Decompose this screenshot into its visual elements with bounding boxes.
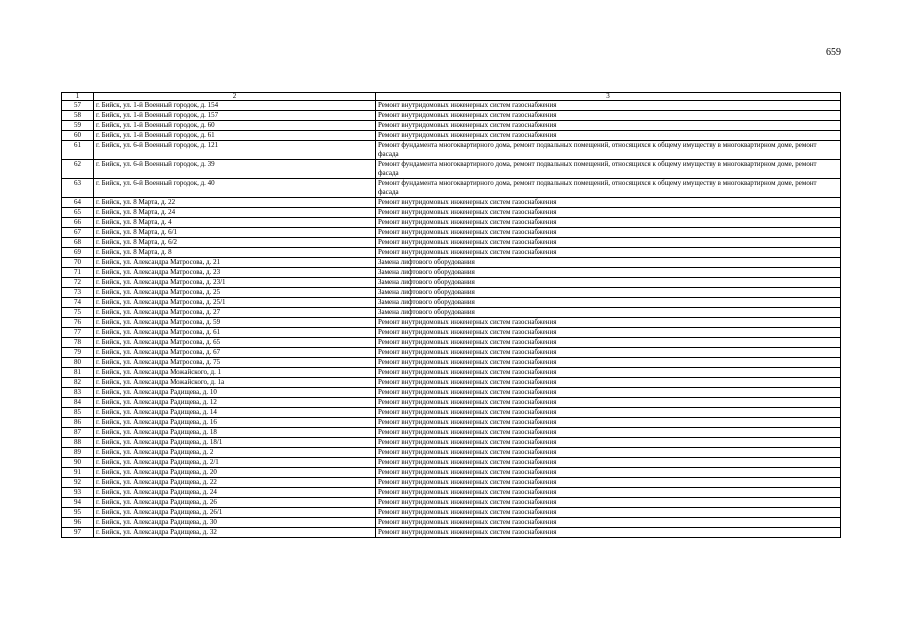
address-cell: г. Бийск, ул. 1-й Военный городок, д. 154 (94, 101, 376, 111)
header-row (62, 93, 841, 101)
work-type-cell: Ремонт внутридомовых инженерных систем газоснабжения (376, 478, 841, 488)
row-number-cell: 57 (62, 101, 94, 111)
work-type-cell: Ремонт внутридомовых инженерных систем газоснабжения (376, 238, 841, 248)
row-number-cell: 68 (62, 238, 94, 248)
address-cell: г. Бийск, ул. Александра Радищева, д. 18 (94, 428, 376, 438)
table-row (62, 101, 841, 111)
table-row (62, 348, 841, 358)
row-number-cell: 78 (62, 338, 94, 348)
table-row (62, 328, 841, 338)
row-number-cell: 64 (62, 198, 94, 208)
table-row (62, 160, 841, 179)
table-body (62, 93, 841, 538)
row-number-cell: 87 (62, 428, 94, 438)
address-cell: г. Бийск, ул. 8 Марта, д. 22 (94, 198, 376, 208)
work-type-cell: Ремонт фундамента многоквартирного дома, ремонт подвальных помещений, относящихся к общему имуществу в многоквартирном доме, ремонт фасада (376, 179, 841, 198)
work-type-cell: Ремонт внутридомовых инженерных систем газоснабжения (376, 218, 841, 228)
work-type-cell: Ремонт внутридомовых инженерных систем газоснабжения (376, 508, 841, 518)
address-cell: г. Бийск, ул. Александра Радищева, д. 12 (94, 398, 376, 408)
table-row (62, 288, 841, 298)
address-cell: г. Бийск, ул. 1-й Военный городок, д. 157 (94, 111, 376, 121)
address-cell: г. Бийск, ул. Александра Радищева, д. 10 (94, 388, 376, 398)
work-type-cell: Ремонт внутридомовых инженерных систем газоснабжения (376, 248, 841, 258)
address-cell: г. Бийск, ул. Александра Радищева, д. 24 (94, 488, 376, 498)
column-header-2: 2 (94, 93, 376, 101)
address-cell: г. Бийск, ул. 6-й Военный городок, д. 39 (94, 160, 376, 179)
work-type-cell: Ремонт внутридомовых инженерных систем газоснабжения (376, 208, 841, 218)
row-number-cell: 77 (62, 328, 94, 338)
address-cell: г. Бийск, ул. 8 Марта, д. 4 (94, 218, 376, 228)
row-number-cell: 74 (62, 298, 94, 308)
row-number-cell: 90 (62, 458, 94, 468)
table-row (62, 258, 841, 268)
address-cell: г. Бийск, ул. Александра Радищева, д. 26 (94, 498, 376, 508)
row-number-cell: 69 (62, 248, 94, 258)
table-row (62, 398, 841, 408)
row-number-cell: 84 (62, 398, 94, 408)
row-number-cell: 82 (62, 378, 94, 388)
work-type-cell: Ремонт внутридомовых инженерных систем газоснабжения (376, 101, 841, 111)
work-type-cell: Замена лифтового оборудования (376, 288, 841, 298)
address-cell: г. Бийск, ул. Александра Матросова, д. 27 (94, 308, 376, 318)
table-row (62, 228, 841, 238)
row-number-cell: 65 (62, 208, 94, 218)
table-row (62, 238, 841, 248)
table-row (62, 428, 841, 438)
row-number-cell: 81 (62, 368, 94, 378)
work-type-cell: Ремонт внутридомовых инженерных систем газоснабжения (376, 438, 841, 448)
table-row (62, 278, 841, 288)
table-row (62, 448, 841, 458)
table-row (62, 408, 841, 418)
work-type-cell: Ремонт внутридомовых инженерных систем газоснабжения (376, 458, 841, 468)
address-cell: г. Бийск, ул. 8 Марта, д. 24 (94, 208, 376, 218)
address-cell: г. Бийск, ул. 8 Марта, д. 8 (94, 248, 376, 258)
address-cell: г. Бийск, ул. 1-й Военный городок, д. 61 (94, 131, 376, 141)
row-number-cell: 96 (62, 518, 94, 528)
row-number-cell: 91 (62, 468, 94, 478)
address-cell: г. Бийск, ул. Александра Матросова, д. 21 (94, 258, 376, 268)
work-type-cell: Ремонт фундамента многоквартирного дома, ремонт подвальных помещений, относящихся к общему имуществу в многоквартирном доме, ремонт фасада (376, 160, 841, 179)
work-type-cell: Ремонт внутридомовых инженерных систем газоснабжения (376, 348, 841, 358)
table-row (62, 518, 841, 528)
row-number-cell: 89 (62, 448, 94, 458)
table-row (62, 498, 841, 508)
table-row (62, 141, 841, 160)
column-header-3: 3 (376, 93, 841, 101)
row-number-cell: 59 (62, 121, 94, 131)
row-number-cell: 66 (62, 218, 94, 228)
work-type-cell: Замена лифтового оборудования (376, 278, 841, 288)
works-table (61, 92, 841, 538)
address-cell: г. Бийск, ул. Александра Матросова, д. 23/1 (94, 278, 376, 288)
address-cell: г. Бийск, ул. 6-й Военный городок, д. 121 (94, 141, 376, 160)
work-type-cell: Ремонт внутридомовых инженерных систем газоснабжения (376, 528, 841, 538)
table-row (62, 318, 841, 328)
row-number-cell: 85 (62, 408, 94, 418)
address-cell: г. Бийск, ул. 1-й Военный городок, д. 60 (94, 121, 376, 131)
address-cell: г. Бийск, ул. Александра Матросова, д. 61 (94, 328, 376, 338)
table-row (62, 179, 841, 198)
work-type-cell: Ремонт внутридомовых инженерных систем газоснабжения (376, 121, 841, 131)
row-number-cell: 95 (62, 508, 94, 518)
column-header-1: 1 (62, 93, 94, 101)
address-cell: г. Бийск, ул. Александра Матросова, д. 23 (94, 268, 376, 278)
work-type-cell: Ремонт внутридомовых инженерных систем газоснабжения (376, 198, 841, 208)
address-cell: г. Бийск, ул. 8 Марта, д. 6/1 (94, 228, 376, 238)
table-row (62, 478, 841, 488)
work-type-cell: Ремонт внутридомовых инженерных систем газоснабжения (376, 318, 841, 328)
table-row (62, 468, 841, 478)
table-row (62, 308, 841, 318)
work-type-cell: Ремонт внутридомовых инженерных систем газоснабжения (376, 518, 841, 528)
work-type-cell: Ремонт внутридомовых инженерных систем газоснабжения (376, 388, 841, 398)
table-row (62, 528, 841, 538)
row-number-cell: 63 (62, 179, 94, 198)
work-type-cell: Ремонт внутридомовых инженерных систем газоснабжения (376, 498, 841, 508)
table-row (62, 298, 841, 308)
address-cell: г. Бийск, ул. 8 Марта, д. 6/2 (94, 238, 376, 248)
address-cell: г. Бийск, ул. Александра Матросова, д. 25/1 (94, 298, 376, 308)
address-cell: г. Бийск, ул. Александра Можайского, д. 1 (94, 368, 376, 378)
address-cell: г. Бийск, ул. Александра Радищева, д. 2/1 (94, 458, 376, 468)
address-cell: г. Бийск, ул. Александра Радищева, д. 22 (94, 478, 376, 488)
row-number-cell: 61 (62, 141, 94, 160)
table-row (62, 121, 841, 131)
address-cell: г. Бийск, ул. Александра Радищева, д. 18/1 (94, 438, 376, 448)
address-cell: г. Бийск, ул. Александра Радищева, д. 14 (94, 408, 376, 418)
row-number-cell: 67 (62, 228, 94, 238)
address-cell: г. Бийск, ул. 6-й Военный городок, д. 40 (94, 179, 376, 198)
row-number-cell: 76 (62, 318, 94, 328)
address-cell: г. Бийск, ул. Александра Матросова, д. 25 (94, 288, 376, 298)
work-type-cell: Ремонт фундамента многоквартирного дома, ремонт подвальных помещений, относящихся к общему имуществу в многоквартирном доме, ремонт фасада (376, 141, 841, 160)
row-number-cell: 60 (62, 131, 94, 141)
work-type-cell: Ремонт внутридомовых инженерных систем газоснабжения (376, 338, 841, 348)
work-type-cell: Ремонт внутридомовых инженерных систем газоснабжения (376, 428, 841, 438)
work-type-cell: Ремонт внутридомовых инженерных систем газоснабжения (376, 398, 841, 408)
row-number-cell: 97 (62, 528, 94, 538)
row-number-cell: 93 (62, 488, 94, 498)
work-type-cell: Ремонт внутридомовых инженерных систем газоснабжения (376, 378, 841, 388)
work-type-cell: Ремонт внутридомовых инженерных систем газоснабжения (376, 418, 841, 428)
address-cell: г. Бийск, ул. Александра Матросова, д. 75 (94, 358, 376, 368)
row-number-cell: 62 (62, 160, 94, 179)
work-type-cell: Замена лифтового оборудования (376, 308, 841, 318)
row-number-cell: 92 (62, 478, 94, 488)
address-cell: г. Бийск, ул. Александра Радищева, д. 26/1 (94, 508, 376, 518)
table-row (62, 208, 841, 218)
work-type-cell: Ремонт внутридомовых инженерных систем газоснабжения (376, 111, 841, 121)
row-number-cell: 72 (62, 278, 94, 288)
work-type-cell: Ремонт внутридомовых инженерных систем газоснабжения (376, 328, 841, 338)
row-number-cell: 86 (62, 418, 94, 428)
row-number-cell: 80 (62, 358, 94, 368)
work-type-cell: Замена лифтового оборудования (376, 268, 841, 278)
table-row (62, 111, 841, 121)
address-cell: г. Бийск, ул. Александра Радищева, д. 16 (94, 418, 376, 428)
address-cell: г. Бийск, ул. Александра Можайского, д. 1а (94, 378, 376, 388)
work-type-cell: Ремонт внутридомовых инженерных систем газоснабжения (376, 488, 841, 498)
table-row (62, 418, 841, 428)
table-row (62, 131, 841, 141)
address-cell: г. Бийск, ул. Александра Радищева, д. 2 (94, 448, 376, 458)
address-cell: г. Бийск, ул. Александра Радищева, д. 30 (94, 518, 376, 528)
work-type-cell: Ремонт внутридомовых инженерных систем газоснабжения (376, 228, 841, 238)
table-row (62, 438, 841, 448)
table-row (62, 488, 841, 498)
work-type-cell: Ремонт внутридомовых инженерных систем газоснабжения (376, 468, 841, 478)
address-cell: г. Бийск, ул. Александра Радищева, д. 32 (94, 528, 376, 538)
table-row (62, 218, 841, 228)
work-type-cell: Ремонт внутридомовых инженерных систем газоснабжения (376, 448, 841, 458)
table-row (62, 458, 841, 468)
work-type-cell: Замена лифтового оборудования (376, 298, 841, 308)
table-row (62, 268, 841, 278)
address-cell: г. Бийск, ул. Александра Радищева, д. 20 (94, 468, 376, 478)
row-number-cell: 75 (62, 308, 94, 318)
work-type-cell: Ремонт внутридомовых инженерных систем газоснабжения (376, 131, 841, 141)
address-cell: г. Бийск, ул. Александра Матросова, д. 67 (94, 348, 376, 358)
row-number-cell: 94 (62, 498, 94, 508)
page-number: 659 (826, 47, 841, 58)
row-number-cell: 79 (62, 348, 94, 358)
table-row (62, 378, 841, 388)
table-row (62, 198, 841, 208)
work-type-cell: Ремонт внутридомовых инженерных систем газоснабжения (376, 358, 841, 368)
table-row (62, 508, 841, 518)
row-number-cell: 83 (62, 388, 94, 398)
table-row (62, 338, 841, 348)
address-cell: г. Бийск, ул. Александра Матросова, д. 59 (94, 318, 376, 328)
row-number-cell: 58 (62, 111, 94, 121)
work-type-cell: Ремонт внутридомовых инженерных систем газоснабжения (376, 408, 841, 418)
table-row (62, 368, 841, 378)
table-row (62, 358, 841, 368)
table-row (62, 388, 841, 398)
row-number-cell: 88 (62, 438, 94, 448)
row-number-cell: 73 (62, 288, 94, 298)
address-cell: г. Бийск, ул. Александра Матросова, д. 65 (94, 338, 376, 348)
row-number-cell: 71 (62, 268, 94, 278)
row-number-cell: 70 (62, 258, 94, 268)
work-type-cell: Замена лифтового оборудования (376, 258, 841, 268)
work-type-cell: Ремонт внутридомовых инженерных систем газоснабжения (376, 368, 841, 378)
table-row (62, 248, 841, 258)
